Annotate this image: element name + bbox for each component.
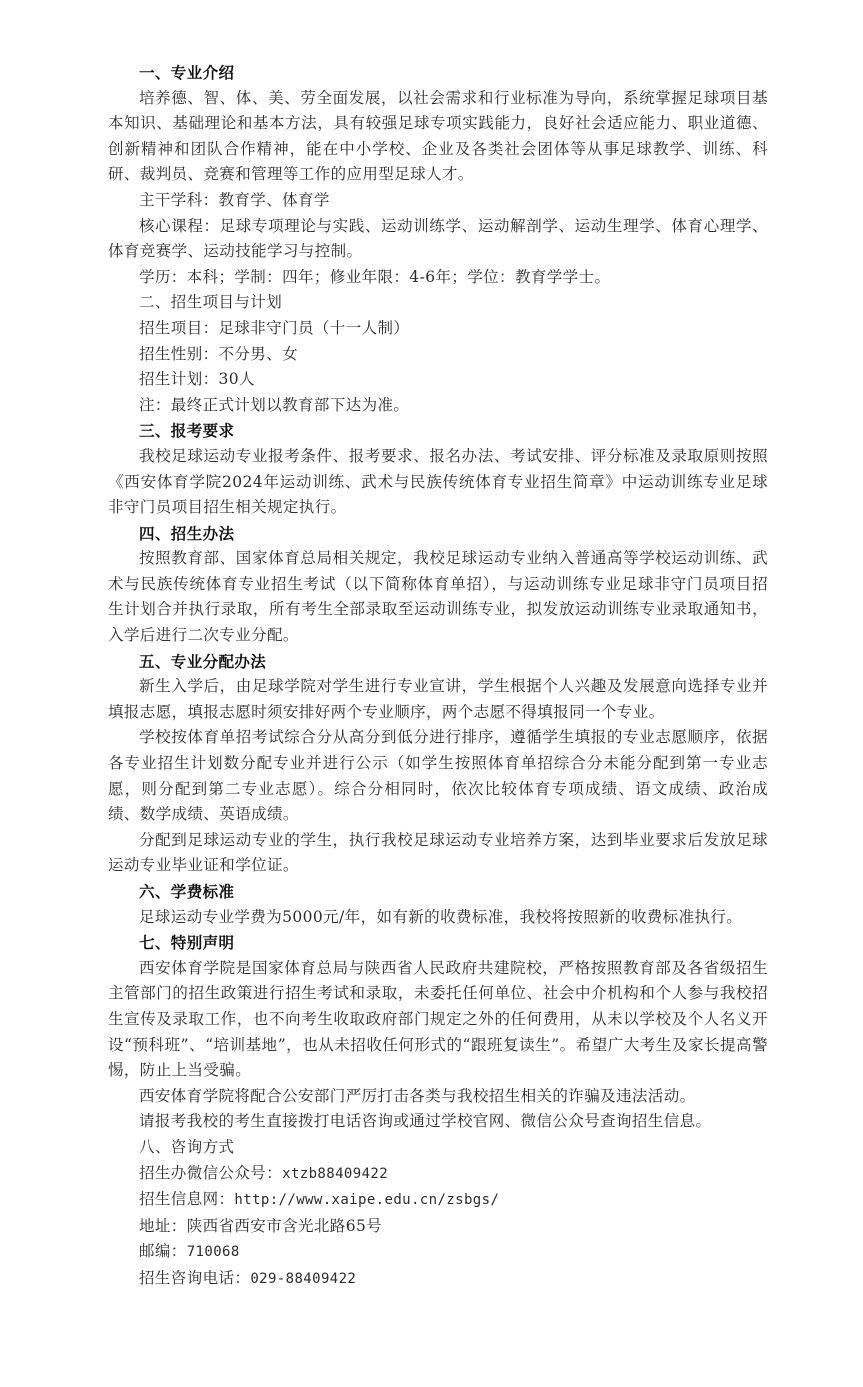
document-body xyxy=(108,60,768,1293)
degree-info: 学历：本科；学制：四年；修业年限：4-6年；学位：教育学学士。 xyxy=(139,267,611,286)
enroll-note: 注：最终正式计划以教育部下达为准。 xyxy=(139,395,410,414)
section-heading-statement: 七、特别声明 xyxy=(139,933,235,953)
method-paragraph: 按照教育部、国家体育总局相关规定，我校足球运动专业纳入普通高等学校运动训练、武术与民族传统体育专业招生考试（以下简称体育单招），与运动训练专业足球非守门员项目招生计划合并执行录取，所有考生全部录取至运动训练专业，拟发放运动训练专业录取通知书，入学后进行二次专业分配。 xyxy=(108,549,768,645)
phone-value: 029-88409422 xyxy=(250,1270,357,1287)
postcode-value: 710068 xyxy=(186,1244,240,1261)
enroll-project: 招生项目：足球非守门员（十一人制） xyxy=(139,318,410,337)
intro-paragraph: 培养德、智、体、美、劳全面发展，以社会需求和行业标准为导向，系统掌握足球项目基本知识、基础理论和基本方法，具有较强足球专项实践能力，良好社会适应能力、职业道德、创新精神和团队合作精神，能在中小学校、企业及各类社会团体等从事足球教学、训练、科研、裁判员、竞赛和管理等工作的应用型足球人才。 xyxy=(108,88,768,184)
enroll-gender: 招生性别：不分男、女 xyxy=(139,344,299,363)
section-heading-requirements: 三、报考要求 xyxy=(139,421,235,441)
section-heading-contact: 八、咨询方式 xyxy=(139,1137,235,1156)
contact-phone xyxy=(108,1266,768,1293)
section-heading-allocation: 五、专业分配办法 xyxy=(139,651,267,671)
statement-paragraph-2: 西安体育学院将配合公安部门严厉打击各类与我校招生相关的诈骗及违法活动。 xyxy=(139,1086,696,1105)
postcode-label: 邮编： xyxy=(139,1242,187,1261)
statement-paragraph-3: 请报考我校的考生直接拨打电话咨询或通过学校官网、微信公众号查询招生信息。 xyxy=(139,1112,712,1131)
section-heading-plan: 二、招生项目与计划 xyxy=(139,293,283,312)
section-heading-method: 四、招生办法 xyxy=(139,523,235,543)
contact-wechat xyxy=(108,1161,768,1188)
allocation-paragraph-2: 学校按体育单招考试综合分从高分到低分进行排序，遵循学生填报的专业志愿顺序，依据各专业招生计划数分配专业并进行公示（如学生按照体育单招综合分未能分配到第一专业志愿，则分配到第二专业志愿）。综合分相同时，依次比较体育专项成绩、语文成绩、政治成绩、数学成绩、英语成绩。 xyxy=(108,728,768,824)
tuition-paragraph: 足球运动专业学费为5000元/年，如有新的收费标准，我校将按照新的收费标准执行。 xyxy=(139,907,743,926)
website-label: 招生信息网： xyxy=(139,1190,235,1209)
wechat-label: 招生办微信公众号： xyxy=(139,1163,283,1182)
enroll-quota: 招生计划：30人 xyxy=(139,370,255,389)
section-heading-intro: 一、专业介绍 xyxy=(139,63,235,82)
contact-postcode xyxy=(108,1239,768,1266)
section-heading-tuition: 六、学费标准 xyxy=(139,882,235,901)
statement-paragraph-1: 西安体育学院是国家体育总局与陕西省人民政府共建院校，严格按照教育部及各省级招生主管部门的招生政策进行招生考试和录取，未委托任何单位、社会中介机构和个人参与我校招生宣传及录取工作，也不向考生收取政府部门规定之外的任何费用，从未以学校及个人名义开设“预科班”、“培训基地”，也从未招收任何形式的“跟班复读生”。希望广大考生及家长提高警惕，防止上当受骗。 xyxy=(108,958,768,1080)
requirements-paragraph: 我校足球运动专业报考条件、报考要求、报名办法、考试安排、评分标准及录取原则按照《西安体育学院2024年运动训练、武术与民族传统体育专业招生简章》中运动训练专业足球非守门员项目招生相关规定执行。 xyxy=(108,446,768,517)
contact-address: 地址：陕西省西安市含光北路65号 xyxy=(139,1216,383,1235)
wechat-value: xtzb88409422 xyxy=(282,1165,389,1182)
website-link[interactable]: http://www.xaipe.edu.cn/zsbgs/ xyxy=(234,1192,500,1209)
contact-website xyxy=(108,1187,768,1214)
allocation-paragraph-1: 新生入学后，由足球学院对学生进行专业宣讲，学生根据个人兴趣及发展意向选择专业并填报志愿，填报志愿时须安排好两个专业顺序，两个志愿不得填报同一个专业。 xyxy=(108,677,768,721)
allocation-paragraph-3: 分配到足球运动专业的学生，执行我校足球运动专业培养方案，达到毕业要求后发放足球运动专业毕业证和学位证。 xyxy=(108,830,768,875)
phone-label: 招生咨询电话： xyxy=(139,1268,251,1287)
core-courses: 核心课程：足球专项理论与实践、运动训练学、运动解剖学、运动生理学、体育心理学、体育竞赛学、运动技能学习与控制。 xyxy=(108,216,768,261)
contact-list xyxy=(108,1161,768,1293)
main-subjects: 主干学科：教育学、体育学 xyxy=(139,190,330,209)
